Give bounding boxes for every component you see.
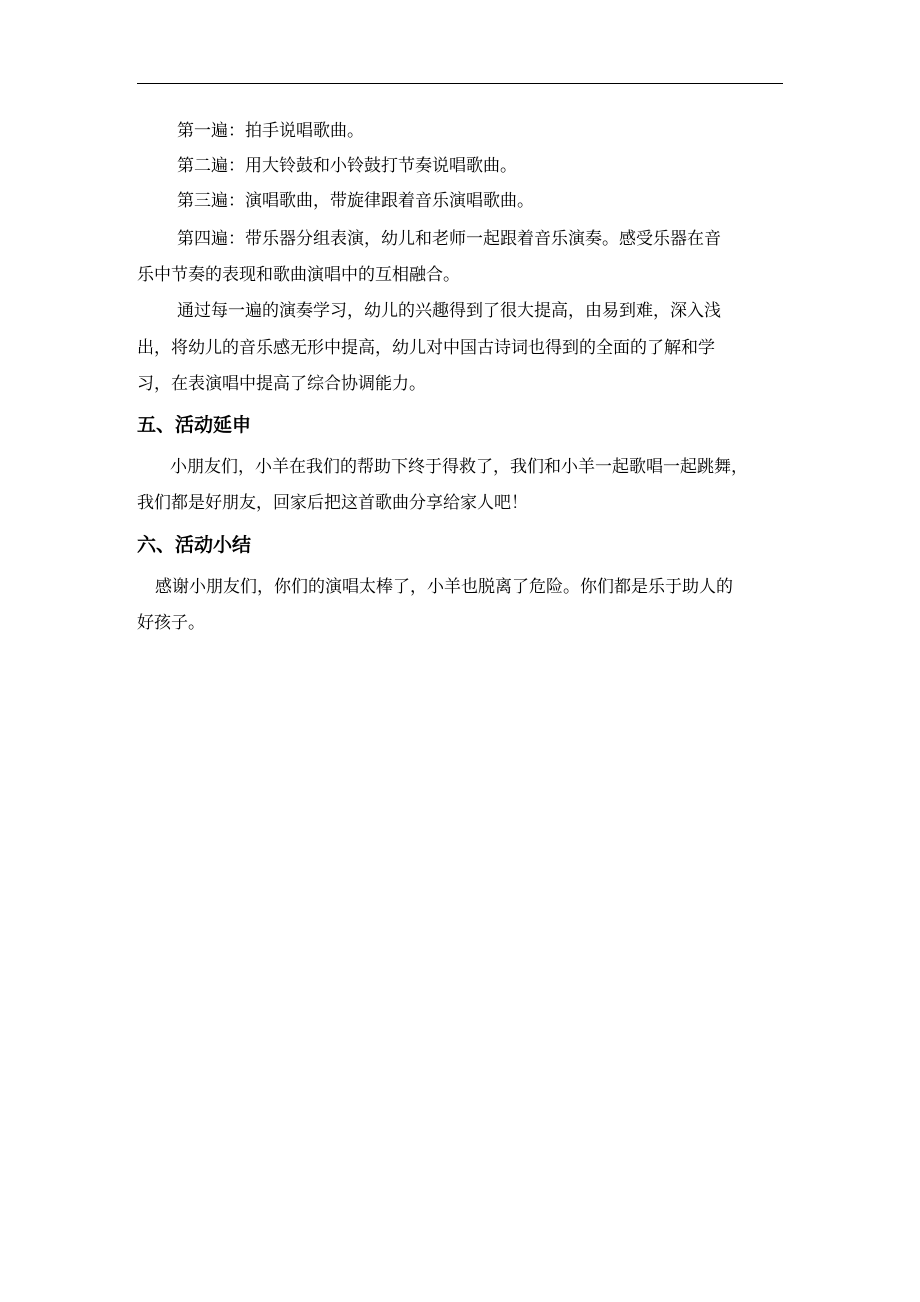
step-4-continuation: 乐中节奏的表现和歌曲演唱中的互相融合。 [137, 265, 460, 285]
section-6-line-2: 好孩子。 [137, 613, 205, 633]
step-3-text: 第三遍：演唱歌曲，带旋律跟着音乐演唱歌曲。 [177, 191, 534, 211]
section-6-heading: 六、活动小结 [137, 534, 252, 556]
header-rule [137, 83, 783, 84]
step-4-text: 第四遍：带乐器分组表演，幼儿和老师一起跟着音乐演奏。感受乐器在音 [177, 229, 721, 249]
step-1-text: 第一遍：拍手说唱歌曲。 [177, 121, 364, 141]
summary-line-3: 习，在表演唱中提高了综合协调能力。 [137, 374, 426, 394]
summary-line-1: 通过每一遍的演奏学习，幼儿的兴趣得到了很大提高，由易到难，深入浅 [177, 301, 721, 321]
section-6-line-1: 感谢小朋友们，你们的演唱太棒了，小羊也脱离了危险。你们都是乐于助人的 [155, 577, 733, 597]
step-2-text: 第二遍：用大铃鼓和小铃鼓打节奏说唱歌曲。 [177, 156, 517, 176]
section-5-line-1: 小朋友们，小羊在我们的帮助下终于得救了，我们和小羊一起歌唱一起跳舞， [170, 457, 748, 477]
summary-line-2: 出，将幼儿的音乐感无形中提高，幼儿对中国古诗词也得到的全面的了解和学 [137, 338, 715, 358]
section-5-heading: 五、活动延申 [137, 414, 252, 436]
section-5-line-2: 我们都是好朋友，回家后把这首歌曲分享给家人吧！ [137, 493, 528, 513]
